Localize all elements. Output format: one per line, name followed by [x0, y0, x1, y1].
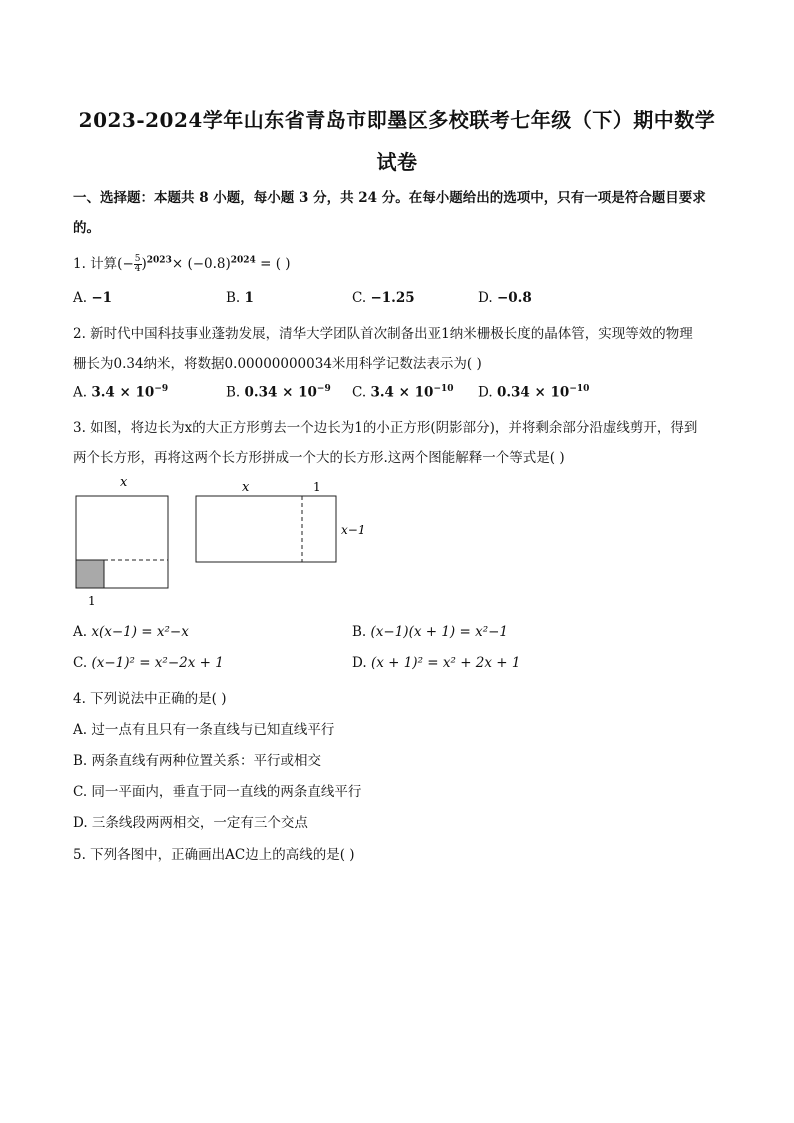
q3-option-d: D. (x + 1)² = x² + 2x + 1	[352, 655, 521, 671]
q2-option-c: C. $3.4 \times 10^{-10}$	[352, 384, 454, 401]
q1-minus: −	[122, 256, 134, 272]
q2-option-b: B. $0.34 \times 10^{-9}$	[226, 384, 331, 401]
q1-option-c: C. −1.25	[352, 290, 415, 306]
question-1-stem: 1. 计算(− $\frac{5}{4}$ )$^{2023}\times (-0.8)^{2024}$ = ( )	[73, 254, 291, 274]
section-heading-line1: 一、选择题：本题共 8 小题，每小题 3 分，共 24 分。在每小题给出的选项中，只有一项是符合题目要求	[73, 190, 706, 206]
question-5-stem: 5. 下列各图中，正确画出AC边上的高线的是( )	[73, 847, 355, 863]
q1-frac-den: 4	[134, 264, 141, 274]
q1-exp2: 2024	[230, 255, 256, 266]
q1-option-b: B. 1	[226, 290, 254, 306]
right-figure-1-label: 1	[313, 480, 321, 494]
question-4-stem: 4. 下列说法中正确的是( )	[73, 691, 227, 707]
long-rectangle	[196, 496, 336, 562]
q1-exp1: 2023	[146, 255, 172, 266]
q2-option-d: D. $0.34 \times 10^{-10}$	[478, 384, 590, 401]
q3-figure	[70, 474, 380, 610]
question-3-line2: 两个长方形，再将这两个长方形拼成一个大的长方形.这两个图能解释一个等式是( )	[73, 450, 565, 466]
exam-title-line2: 试卷	[376, 150, 418, 174]
q3-option-a: A. x(x−1) = x²−x	[73, 624, 189, 640]
q1-option-a: A. −1	[73, 290, 113, 306]
q1-option-d: D. −0.8	[478, 290, 532, 306]
left-figure-1-label: 1	[88, 594, 96, 608]
q3-option-b: B. (x−1)(x + 1) = x²−1	[352, 624, 509, 640]
q2-option-a: A. $3.4 \times 10^{-9}$	[73, 384, 169, 401]
q4-option-d: D. 三条线段两两相交，一定有三个交点	[73, 815, 308, 831]
q1-suffix: = ( )	[260, 256, 291, 272]
exam-title-line1: 2023-2024学年山东省青岛市即墨区多校联考七年级（下）期中数学	[78, 108, 716, 132]
q4-option-b: B. 两条直线有两种位置关系：平行或相交	[73, 753, 322, 769]
q1-fraction	[134, 255, 142, 274]
q4-option-a: A. 过一点有且只有一条直线与已知直线平行	[73, 722, 335, 738]
left-figure-x-label: x	[120, 475, 128, 490]
question-2-line2: 栅长为0.34纳米，将数据0.00000000034米用科学记数法表示为( )	[73, 356, 482, 372]
right-figure-x-label: x	[242, 480, 250, 495]
question-3-line1: 3. 如图，将边长为x的大正方形剪去一个边长为1的小正方形(阴影部分)，并将剩余部分沿虚线剪开，得到	[73, 420, 698, 436]
right-figure-side-label: x−1	[341, 523, 366, 537]
q4-option-c: C. 同一平面内，垂直于同一直线的两条直线平行	[73, 784, 362, 800]
section-heading-line2: 的。	[73, 220, 100, 236]
question-2-line1: 2. 新时代中国科技事业蓬勃发展，清华大学团队首次制备出亚1纳米栅极长度的晶体管，实现等效的物理	[73, 326, 693, 342]
shaded-small-square	[76, 560, 104, 588]
q1-frac-num: 5	[134, 254, 141, 264]
q3-option-c: C. (x−1)² = x²−2x + 1	[73, 655, 224, 671]
q1-prefix: 1. 计算(	[73, 256, 123, 272]
q1-mid: × (−0.8)	[171, 256, 231, 272]
